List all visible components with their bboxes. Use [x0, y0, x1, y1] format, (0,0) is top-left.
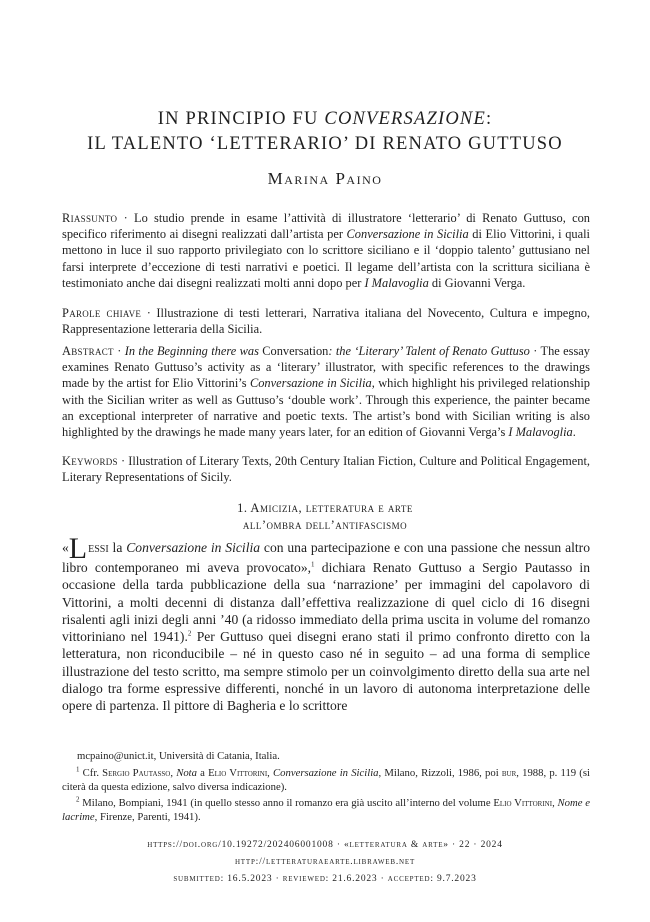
footnote-number: 1: [76, 765, 80, 774]
body-italic: Conversazione in Sicilia: [126, 540, 261, 555]
abstract: [62, 343, 590, 440]
section-heading: [0, 500, 650, 533]
footnote-text: bur: [501, 767, 517, 779]
footnote-italic: Conversazione in Sicilia: [273, 767, 379, 779]
submission-dates: submitted: 16.5.2023 · reviewed: 21.6.2023 · accepted: 9.7.2023: [173, 874, 477, 884]
riassunto-label: Riassunto: [62, 211, 118, 225]
riassunto-text: Lo studio prende in esame l’attività di illustratore ‘letterario’ di Renato Guttuso, con specifico riferimento ai disegni realizzati dall’artista per: [62, 211, 590, 242]
parole-chiave-text: Illustrazione di testi letterari, Narrativa italiana del Novecento, Cultura e impegno, Rappresentazione letteraria della Sicilia.: [62, 306, 590, 337]
footnote-ref[interactable]: 1: [311, 560, 315, 569]
abstract-title: : the ‘Literary’ Talent of Renato Guttuso: [328, 344, 530, 358]
drop-cap: L: [68, 532, 88, 565]
article-title-line-1: [0, 106, 650, 132]
footnote-author: Sergio Pautasso: [102, 767, 171, 779]
footnote-number: 2: [76, 795, 80, 804]
footnote-2: [62, 796, 590, 824]
open-quote: «: [62, 540, 69, 555]
footnote-text: , Firenze, Parenti, 1941).: [94, 811, 201, 823]
riassunto-text: di Elio Vittorini, i quali mettono in luce il suo rapporto privilegiato con lo scrittore siciliano e il ‘doppio talento’ guttusiano nel farsi interprete d’eccezione di testi narrativi e poetici. Il legame dell’artista con la scrittura siciliana è testimoniato anche dai disegni realizzati molti anni dopo per: [62, 227, 590, 290]
title-suffix: :: [485, 109, 493, 129]
body-text: Per Guttuso quei disegni erano stati il primo confronto diretto con la letteratura, non riconducibile – né in questo caso né in seguito – ad una forma di semplice illustrazione del testo scritto, ma sempre stimolo per un coinvolgimento diretto della sua arte nel dialogo tra forme espressive differenti, nonché in un lavoro di autonoma interpretazione delle opere di partenza. Il pittore di Bagheria e lo scrittore: [62, 629, 590, 714]
riassunto-text: di Giovanni Verga.: [428, 275, 526, 290]
body-paragraph: [62, 532, 591, 715]
section-heading-line-2: all’ombra dell’antifascismo: [242, 517, 408, 532]
footnote-text: , 1988, p. 119 (si citerà da questa edizione, salvo diversa indicazione).: [62, 767, 590, 793]
riassunto: [62, 210, 590, 291]
article-title-line-2: IL TALENTO ‘LETTERARIO’ DI RENATO GUTTUSO: [87, 134, 563, 154]
footnote-text: ,: [267, 767, 274, 779]
doi-link[interactable]: https://doi.org/10.19272/202406001008 · «letteratura & arte» · 22 · 2024: [147, 840, 503, 850]
abstract-text: , which highlight his privileged relationship with the Sicilian writer as well as Guttuso’s ‘double work’. Through this experience, the painter became an exceptional interpreter of narrative and poetic texts. The artist’s bond with Sicilian writing is also highlighted by the drawings he made many years later, for an edition of Giovanni Verga’s: [62, 376, 590, 440]
separator: ·: [529, 344, 541, 358]
separator: ·: [117, 211, 134, 225]
abstract-title: In the Beginning there was: [124, 344, 259, 358]
abstract-text: The essay examines Renato Guttuso’s activity as a ‘literary’ illustrator, with specific references to the drawings made by the artist for Elio Vittorini’s: [62, 344, 590, 391]
parole-chiave: [62, 305, 590, 337]
riassunto-italic: I Malavoglia: [364, 275, 429, 290]
abstract-title: Conversation: [258, 344, 329, 358]
footnote-text: ,: [170, 767, 177, 779]
abstract-label: Abstract: [62, 344, 114, 358]
footnote-author: Elio Vittorini: [208, 767, 268, 779]
separator: ·: [113, 344, 125, 358]
body-text: dichiara Renato Guttuso a Sergio Pautasso in occasione della tarda pubblicazione della sua ‘narrazione’ per immagini del capolavoro di Vittorini, a molti decenni di distanza dall’effettiva realizzazione di quel ciclo di 16 disegni risalenti agli inizi degli anni ’40 (a ridosso immediato della prima uscita in volume del romanzo vittoriniano nel 1941).: [62, 560, 590, 645]
footnote-1: [62, 766, 590, 794]
keywords: [62, 453, 590, 485]
footnote-italic: Nota: [176, 767, 197, 779]
section-heading-line-1: 1. Amicizia, letteratura e arte: [237, 501, 413, 515]
abstract-italic: I Malavoglia: [508, 425, 573, 440]
footnote-text: , Milano, Rizzoli, 1986, poi: [378, 767, 502, 779]
riassunto-italic: Conversazione in Sicilia: [346, 227, 469, 242]
footnote-author: Elio Vittorini: [493, 797, 553, 809]
abstract-text: .: [572, 425, 576, 440]
first-word: essi: [88, 540, 109, 555]
title-italic: CONVERSAZIONE: [324, 109, 486, 129]
author-affiliation: mcpaino@unict.it, Università di Catania, Italia.: [77, 750, 280, 762]
footnote-text: ,: [552, 797, 558, 809]
keywords-label: Keywords: [62, 454, 118, 468]
footnote-italic: Nome e lacrime: [62, 797, 590, 823]
footnote-text: a: [196, 767, 209, 779]
abstract-italic: Conversazione in Sicilia: [249, 376, 372, 391]
footnote-text: Cfr.: [82, 767, 103, 779]
footnote-text: Milano, Bompiani, 1941 (in quello stesso anno il romanzo era già uscito all’interno del volume: [82, 797, 494, 809]
body-text: la: [108, 540, 127, 555]
parole-chiave-label: Parole chiave: [62, 306, 142, 320]
author-name: Marina Paino: [267, 169, 383, 188]
separator: ·: [141, 306, 157, 320]
separator: ·: [117, 454, 129, 468]
journal-url[interactable]: http://letteraturaearte.libraweb.net: [234, 857, 416, 867]
keywords-text: Illustration of Literary Texts, 20th Century Italian Fiction, Culture and Political Engagement, Literary Representations of Sicily.: [62, 454, 590, 485]
footnote-ref[interactable]: 2: [187, 629, 192, 638]
title-prefix: IN PRINCIPIO FU: [157, 109, 325, 129]
body-text: con una partecipazione e con una passione che nessun altro libro contemporaneo mi aveva provocato»,: [62, 540, 591, 575]
